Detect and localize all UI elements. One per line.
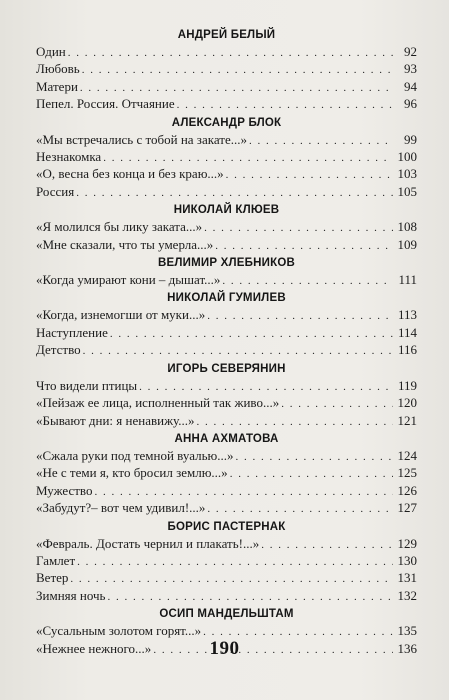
entry-title: «Когда умирают кони – дышат...»	[36, 272, 221, 288]
toc-entry	[36, 570, 417, 587]
entry-title: «Пейзаж ее лица, исполненный так живо...»	[36, 395, 280, 411]
author-heading: АНДРЕЙ БЕЛЫЙ	[177, 29, 276, 41]
dot-leader	[249, 133, 393, 149]
entry-title: «Мы встречались с тобой на закате...»	[36, 131, 247, 147]
entry-title: Детство	[36, 342, 81, 358]
toc-entry	[36, 237, 417, 254]
author-heading: НИКОЛАЙ ГУМИЛЕВ	[167, 292, 286, 305]
dot-leader	[226, 167, 393, 183]
entry-page-number: 92	[404, 44, 417, 59]
toc-entry	[36, 307, 417, 324]
dot-leader	[197, 414, 393, 430]
toc-entry	[36, 132, 417, 149]
dot-leader	[204, 220, 393, 236]
entry-title: Наступление	[36, 324, 108, 340]
entry-page-number: 94	[404, 78, 417, 94]
dot-leader	[68, 45, 393, 61]
entry-page-number: 129	[397, 535, 417, 551]
entry-page-number: 124	[397, 447, 417, 463]
toc-entry	[36, 378, 417, 395]
entry-title: Незнакомка	[36, 149, 102, 165]
entry-title: Мужество	[36, 482, 93, 498]
author-section	[36, 520, 417, 606]
entry-title: Что видели птицы	[36, 377, 138, 393]
dot-leader	[177, 97, 393, 113]
entry-title: Любовь	[36, 61, 80, 77]
toc-entry	[36, 166, 417, 183]
entry-page-number: 105	[397, 183, 417, 199]
entry-title: Пепел. Россия. Отчаяние	[36, 96, 175, 112]
entry-page-number: 132	[397, 587, 417, 603]
toc-entry	[36, 79, 417, 96]
author-heading: ВЕЛИМИР ХЛЕБНИКОВ	[158, 257, 295, 270]
dot-leader	[94, 484, 393, 500]
author-section	[36, 28, 417, 114]
author-section	[36, 362, 417, 430]
entry-title: «Мне сказали, что ты умерла...»	[36, 236, 214, 252]
entry-page-number: 135	[397, 623, 417, 639]
entry-title: Россия	[36, 183, 75, 199]
toc-entry	[36, 325, 417, 342]
page-number: 190	[209, 638, 240, 659]
entry-title: Ветер	[36, 570, 69, 586]
entry-title: Один	[36, 44, 66, 59]
dot-leader	[230, 466, 393, 482]
toc-entry	[36, 395, 417, 412]
entry-title: Зимняя ночь	[36, 587, 106, 603]
author-heading: АННА АХМАТОВА	[174, 432, 279, 445]
entry-page-number: 100	[397, 149, 417, 165]
dot-leader	[207, 501, 393, 517]
entry-title: «О, весна без конца и без краю...»	[36, 166, 224, 182]
author-heading: АЛЕКСАНДР БЛОК	[171, 116, 282, 129]
entry-page-number: 127	[397, 500, 417, 516]
dot-leader	[222, 273, 393, 289]
entry-title: «Февраль. Достать чернил и плакать!...»	[36, 535, 260, 551]
entry-page-number: 120	[397, 395, 417, 411]
dot-leader	[207, 308, 393, 324]
dot-leader	[103, 150, 393, 166]
entry-title: «Бывают дни: я ненавижу...»	[36, 412, 195, 428]
toc-entry	[36, 536, 417, 553]
entry-title: «Сусальным золотом горят...»	[36, 623, 202, 639]
entry-page-number: 96	[404, 96, 417, 112]
author-section	[36, 203, 417, 254]
entry-page-number: 111	[398, 272, 417, 288]
author-heading: БОРИС ПАСТЕРНАК	[167, 520, 286, 533]
entry-page-number: 108	[397, 219, 417, 235]
toc-entry	[36, 465, 417, 482]
entry-page-number: 116	[397, 342, 417, 358]
entry-page-number: 131	[397, 570, 417, 586]
dot-leader	[76, 185, 393, 201]
entry-title: «Нежнее нежного...»	[36, 640, 152, 656]
dot-leader	[80, 80, 393, 96]
author-section	[36, 256, 417, 289]
entry-title: «Не с теми я, кто бросил землю...»	[36, 465, 228, 481]
toc-entry	[36, 588, 417, 605]
entry-page-number: 109	[397, 236, 417, 252]
entry-page-number: 119	[397, 377, 417, 393]
dot-leader	[70, 571, 393, 587]
dot-leader	[83, 343, 393, 359]
entry-page-number: 103	[397, 166, 417, 182]
toc-entry	[36, 184, 417, 201]
author-heading: НИКОЛАЙ КЛЮЕВ	[173, 204, 280, 217]
entry-page-number: 130	[397, 552, 417, 568]
entry-page-number: 126	[397, 482, 417, 498]
author-heading: ИГОРЬ СЕВЕРЯНИН	[167, 362, 286, 375]
entry-title: «Сжала руки под темной вуалью...»	[36, 447, 234, 463]
toc-entry	[36, 553, 417, 570]
entry-page-number: 121	[397, 412, 417, 428]
dot-leader	[139, 379, 393, 395]
toc-entry	[36, 483, 417, 500]
toc-entry	[36, 96, 417, 113]
dot-leader	[235, 449, 393, 465]
entry-page-number: 125	[397, 465, 417, 481]
entry-title: «Когда, изнемогши от муки...»	[36, 307, 206, 323]
toc-entry	[36, 413, 417, 430]
entry-title: Матери	[36, 78, 78, 94]
dot-leader	[281, 396, 393, 412]
toc-entry	[36, 61, 417, 78]
entry-page-number: 93	[404, 61, 417, 77]
author-section	[36, 116, 417, 202]
dot-leader	[77, 554, 393, 570]
entry-page-number: 114	[397, 324, 417, 340]
toc-entry	[36, 500, 417, 517]
entry-page-number: 99	[404, 131, 417, 147]
toc-entry	[36, 342, 417, 359]
entry-page-number: 113	[397, 307, 417, 323]
entry-title: «Забудут?– вот чем удивил!...»	[36, 500, 206, 516]
entry-page-number: 136	[397, 640, 417, 656]
toc-entry	[36, 44, 417, 61]
toc-entry	[36, 272, 417, 289]
author-heading: ОСИП МАНДЕЛЬШТАМ	[159, 608, 294, 621]
dot-leader	[107, 589, 393, 605]
author-section	[36, 432, 417, 518]
entry-title: «Я молился бы лику заката...»	[36, 219, 203, 235]
toc-entry	[36, 219, 417, 236]
table-of-contents	[36, 28, 417, 658]
toc-entry	[36, 149, 417, 166]
entry-title: Гамлет	[36, 552, 76, 568]
author-section	[36, 291, 417, 359]
dot-leader	[82, 62, 393, 78]
dot-leader	[261, 537, 393, 553]
toc-entry	[36, 448, 417, 465]
dot-leader	[110, 326, 393, 342]
dot-leader	[215, 238, 393, 254]
